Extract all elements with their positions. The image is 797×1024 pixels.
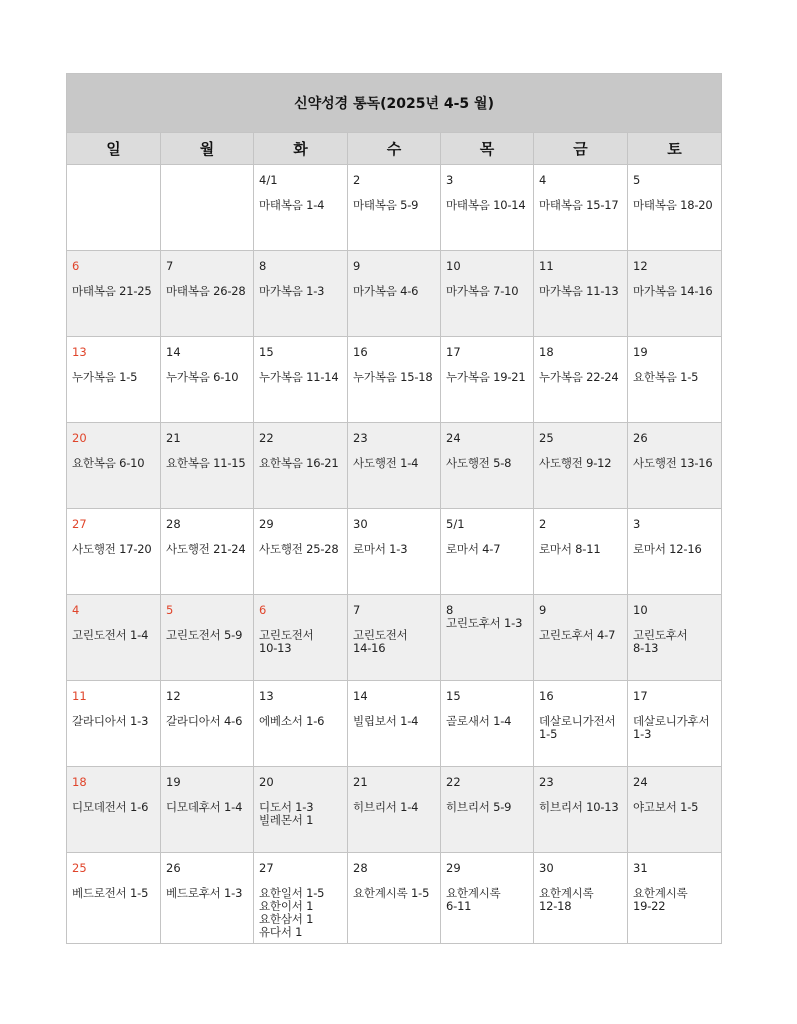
week-row xyxy=(67,681,722,767)
day-cell xyxy=(348,165,441,251)
dow-mon: 월 xyxy=(161,133,254,165)
reading-assignment: 로마서 1-3 xyxy=(353,542,408,556)
reading-assignment: 누가복음 22-24 xyxy=(539,370,619,384)
day-number: 7 xyxy=(166,259,174,273)
day-number: 5/1 xyxy=(446,517,465,531)
day-number: 5 xyxy=(166,603,174,617)
reading-assignment: 베드로전서 1-5 xyxy=(72,886,149,900)
day-number: 28 xyxy=(353,861,368,875)
reading-assignment: 요한계시록 1-5 xyxy=(353,886,430,900)
day-cell xyxy=(534,251,628,337)
week-row xyxy=(67,767,722,853)
reading-assignment: 마가복음 1-3 xyxy=(259,284,325,298)
calendar-title: 신약성경 통독(2025년 4-5 월) xyxy=(67,74,722,133)
reading-assignment: 요한계시록 12-18 xyxy=(539,886,594,913)
day-cell xyxy=(67,595,161,681)
day-number: 22 xyxy=(446,775,461,789)
day-number: 27 xyxy=(72,517,87,531)
day-cell xyxy=(534,595,628,681)
day-cell xyxy=(161,853,254,944)
day-cell xyxy=(628,595,722,681)
dow-tue: 화 xyxy=(254,133,348,165)
day-number: 2 xyxy=(539,517,547,531)
day-number: 22 xyxy=(259,431,274,445)
reading-assignment: 마태복음 10-14 xyxy=(446,198,526,212)
reading-assignment: 고린도후서 8-13 xyxy=(633,628,688,655)
reading-calendar xyxy=(66,73,722,944)
reading-assignment: 사도행전 17-20 xyxy=(72,542,152,556)
day-cell xyxy=(628,423,722,509)
reading-assignment: 마가복음 14-16 xyxy=(633,284,713,298)
reading-assignment: 디모데전서 1-6 xyxy=(72,800,149,814)
reading-assignment: 사도행전 9-12 xyxy=(539,456,612,470)
day-number: 30 xyxy=(353,517,368,531)
day-cell xyxy=(348,337,441,423)
day-number: 6 xyxy=(259,603,267,617)
reading-assignment: 마태복음 1-4 xyxy=(259,198,325,212)
reading-assignment: 사도행전 1-4 xyxy=(353,456,419,470)
day-number: 14 xyxy=(166,345,181,359)
day-number: 23 xyxy=(539,775,554,789)
day-cell xyxy=(628,681,722,767)
reading-assignment: 요한복음 16-21 xyxy=(259,456,339,470)
day-number: 20 xyxy=(259,775,274,789)
calendar-weeks xyxy=(67,165,722,944)
day-number: 31 xyxy=(633,861,648,875)
day-number: 4/1 xyxy=(259,173,278,187)
reading-assignment: 요한계시록 6-11 xyxy=(446,886,501,913)
reading-assignment: 로마서 8-11 xyxy=(539,542,601,556)
day-cell xyxy=(534,509,628,595)
dow-wed: 수 xyxy=(348,133,441,165)
day-number: 21 xyxy=(166,431,181,445)
dow-sat: 토 xyxy=(628,133,722,165)
day-number: 19 xyxy=(633,345,648,359)
day-cell xyxy=(254,423,348,509)
day-number: 5 xyxy=(633,173,641,187)
day-number: 10 xyxy=(446,259,461,273)
reading-assignment: 로마서 4-7 xyxy=(446,542,501,556)
dow-sun: 일 xyxy=(67,133,161,165)
reading-assignment: 사도행전 13-16 xyxy=(633,456,713,470)
day-number: 18 xyxy=(72,775,87,789)
day-number: 21 xyxy=(353,775,368,789)
day-cell xyxy=(348,423,441,509)
reading-assignment: 고린도전서 10-13 xyxy=(259,628,314,655)
reading-assignment: 야고보서 1-5 xyxy=(633,800,699,814)
day-number: 27 xyxy=(259,861,274,875)
reading-assignment: 마태복음 18-20 xyxy=(633,198,713,212)
reading-assignment: 요한복음 6-10 xyxy=(72,456,145,470)
day-number: 14 xyxy=(353,689,368,703)
day-cell xyxy=(348,251,441,337)
day-cell xyxy=(348,595,441,681)
day-number: 29 xyxy=(259,517,274,531)
week-row xyxy=(67,251,722,337)
day-number: 15 xyxy=(259,345,274,359)
day-number: 15 xyxy=(446,689,461,703)
day-cell xyxy=(628,853,722,944)
day-cell xyxy=(628,165,722,251)
day-cell xyxy=(441,337,534,423)
reading-assignment: 디도서 1-3 빌레몬서 1 xyxy=(259,800,314,827)
day-cell xyxy=(534,423,628,509)
day-of-week-header xyxy=(67,133,722,165)
day-number: 4 xyxy=(539,173,547,187)
day-cell xyxy=(628,767,722,853)
reading-assignment: 마태복음 26-28 xyxy=(166,284,246,298)
day-cell xyxy=(161,251,254,337)
day-number: 26 xyxy=(633,431,648,445)
day-cell xyxy=(161,423,254,509)
day-cell xyxy=(254,681,348,767)
day-cell xyxy=(67,767,161,853)
reading-assignment: 누가복음 15-18 xyxy=(353,370,433,384)
reading-assignment: 마태복음 15-17 xyxy=(539,198,619,212)
reading-assignment: 고린도후서 1-3 xyxy=(446,616,523,630)
reading-assignment: 누가복음 11-14 xyxy=(259,370,339,384)
day-cell xyxy=(628,337,722,423)
reading-assignment: 데살로니가전서 1-5 xyxy=(539,714,616,741)
day-number: 6 xyxy=(72,259,80,273)
reading-assignment: 히브리서 5-9 xyxy=(446,800,512,814)
reading-assignment: 사도행전 21-24 xyxy=(166,542,246,556)
day-number: 8 xyxy=(259,259,267,273)
reading-assignment: 에베소서 1-6 xyxy=(259,714,325,728)
week-row xyxy=(67,337,722,423)
day-number: 25 xyxy=(539,431,554,445)
day-cell xyxy=(441,251,534,337)
dow-fri: 금 xyxy=(534,133,628,165)
week-row xyxy=(67,509,722,595)
day-cell xyxy=(254,337,348,423)
reading-assignment: 요한복음 1-5 xyxy=(633,370,699,384)
day-cell xyxy=(348,509,441,595)
day-cell xyxy=(534,853,628,944)
day-number: 23 xyxy=(353,431,368,445)
day-cell xyxy=(254,251,348,337)
day-cell xyxy=(441,767,534,853)
day-cell xyxy=(534,767,628,853)
day-number: 13 xyxy=(72,345,87,359)
reading-assignment: 고린도후서 4-7 xyxy=(539,628,616,642)
reading-assignment: 사도행전 25-28 xyxy=(259,542,339,556)
day-cell xyxy=(628,251,722,337)
day-cell xyxy=(534,681,628,767)
day-cell xyxy=(534,165,628,251)
reading-assignment: 로마서 12-16 xyxy=(633,542,702,556)
reading-assignment: 고린도전서 1-4 xyxy=(72,628,149,642)
reading-assignment: 마가복음 4-6 xyxy=(353,284,419,298)
day-cell xyxy=(67,681,161,767)
reading-assignment: 고린도전서 5-9 xyxy=(166,628,243,642)
reading-assignment: 요한복음 11-15 xyxy=(166,456,246,470)
dow-thu: 목 xyxy=(441,133,534,165)
reading-assignment: 마가복음 7-10 xyxy=(446,284,519,298)
week-row xyxy=(67,423,722,509)
day-number: 19 xyxy=(166,775,181,789)
day-number: 17 xyxy=(446,345,461,359)
day-number: 20 xyxy=(72,431,87,445)
reading-assignment: 마태복음 21-25 xyxy=(72,284,152,298)
day-cell xyxy=(441,165,534,251)
reading-assignment: 누가복음 1-5 xyxy=(72,370,138,384)
day-cell xyxy=(348,767,441,853)
day-number: 12 xyxy=(166,689,181,703)
day-cell xyxy=(67,509,161,595)
day-cell xyxy=(254,165,348,251)
reading-assignment: 요한계시록 19-22 xyxy=(633,886,688,913)
reading-assignment: 히브리서 10-13 xyxy=(539,800,619,814)
reading-assignment: 누가복음 19-21 xyxy=(446,370,526,384)
day-number: 30 xyxy=(539,861,554,875)
week-row xyxy=(67,595,722,681)
day-number: 26 xyxy=(166,861,181,875)
reading-assignment: 디모데후서 1-4 xyxy=(166,800,243,814)
week-row xyxy=(67,165,722,251)
day-number: 3 xyxy=(446,173,454,187)
day-number: 11 xyxy=(539,259,554,273)
day-number: 12 xyxy=(633,259,648,273)
reading-assignment: 골로새서 1-4 xyxy=(446,714,512,728)
day-cell xyxy=(254,595,348,681)
day-cell xyxy=(534,337,628,423)
day-cell xyxy=(348,853,441,944)
reading-assignment: 마가복음 11-13 xyxy=(539,284,619,298)
day-number: 28 xyxy=(166,517,181,531)
day-cell xyxy=(161,165,254,251)
day-cell xyxy=(161,681,254,767)
day-number: 11 xyxy=(72,689,87,703)
reading-assignment: 베드로후서 1-3 xyxy=(166,886,243,900)
day-number: 9 xyxy=(353,259,361,273)
day-number: 17 xyxy=(633,689,648,703)
day-cell xyxy=(254,853,348,944)
day-number: 4 xyxy=(72,603,80,617)
reading-assignment: 갈라디아서 1-3 xyxy=(72,714,149,728)
day-cell xyxy=(441,423,534,509)
reading-assignment: 데살로니가후서 1-3 xyxy=(633,714,710,741)
day-number: 18 xyxy=(539,345,554,359)
day-cell xyxy=(254,509,348,595)
reading-assignment: 마태복음 5-9 xyxy=(353,198,419,212)
reading-assignment: 히브리서 1-4 xyxy=(353,800,419,814)
day-cell xyxy=(441,509,534,595)
day-cell xyxy=(67,251,161,337)
day-number: 24 xyxy=(633,775,648,789)
day-cell xyxy=(161,595,254,681)
day-number: 29 xyxy=(446,861,461,875)
day-number: 2 xyxy=(353,173,361,187)
day-number: 10 xyxy=(633,603,648,617)
day-number: 7 xyxy=(353,603,361,617)
day-number: 3 xyxy=(633,517,641,531)
day-cell xyxy=(441,853,534,944)
reading-assignment: 누가복음 6-10 xyxy=(166,370,239,384)
day-cell xyxy=(161,767,254,853)
day-cell xyxy=(161,337,254,423)
day-number: 8 xyxy=(446,603,454,617)
day-number: 25 xyxy=(72,861,87,875)
week-row xyxy=(67,853,722,944)
day-cell xyxy=(67,853,161,944)
day-cell xyxy=(67,165,161,251)
day-number: 16 xyxy=(539,689,554,703)
day-cell xyxy=(67,423,161,509)
day-cell xyxy=(441,595,534,681)
day-number: 24 xyxy=(446,431,461,445)
day-cell xyxy=(67,337,161,423)
day-cell xyxy=(441,681,534,767)
reading-assignment: 갈라디아서 4-6 xyxy=(166,714,243,728)
day-number: 13 xyxy=(259,689,274,703)
day-cell xyxy=(348,681,441,767)
day-number: 16 xyxy=(353,345,368,359)
day-cell xyxy=(628,509,722,595)
reading-assignment: 요한일서 1-5 요한이서 1 요한삼서 1 유다서 1 xyxy=(259,886,325,939)
day-number: 9 xyxy=(539,603,547,617)
reading-assignment: 고린도전서 14-16 xyxy=(353,628,408,655)
day-cell xyxy=(254,767,348,853)
day-cell xyxy=(161,509,254,595)
reading-assignment: 빌립보서 1-4 xyxy=(353,714,419,728)
reading-assignment: 사도행전 5-8 xyxy=(446,456,512,470)
